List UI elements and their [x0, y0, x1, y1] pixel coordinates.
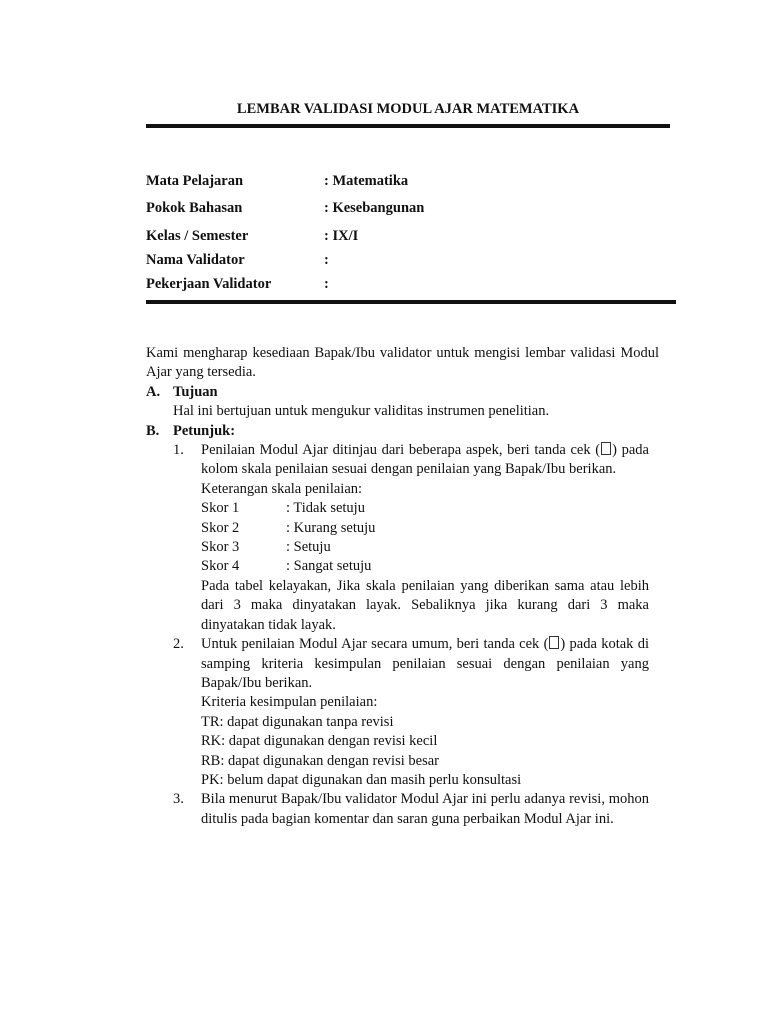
info-value: : Matematika [324, 173, 409, 189]
list-item-content [201, 441, 649, 635]
list-number: 2. [173, 636, 184, 653]
section-title: Petunjuk: [173, 422, 236, 439]
document-body [146, 344, 659, 829]
kriteria-line: TR: dapat digunakan tanpa revisi [201, 713, 394, 730]
list-number: 1. [173, 442, 184, 459]
section-letter: B. [146, 422, 160, 439]
top-rule [146, 124, 670, 128]
keterangan-label: Keterangan skala penilaian: [201, 480, 363, 497]
skor-row: Skor 4 : Sangat setuju [201, 558, 372, 575]
skor-row: Skor 2 : Kurang setuju [201, 519, 376, 536]
section-title: Tujuan [173, 383, 218, 400]
item-paragraph: Penilaian Modul Ajar ditinjau dari beberapa aspek, beri tanda cek ( ) pada kolom skala penilaian sesuai dengan penilaian yang Bapak/Ibu berikan. [201, 442, 649, 478]
list-item [173, 441, 659, 635]
list-item [173, 790, 659, 829]
item-paragraph: Bila menurut Bapak/Ibu validator Modul Ajar ini perlu adanya revisi, mohon ditulis pada bagian komentar dan saran guna perbaikan Modul Ajar ini. [201, 791, 649, 827]
list-number: 3. [173, 791, 184, 808]
section-a-text: Hal ini bertujuan untuk mengukur validitas instrumen penelitian. [173, 403, 550, 420]
kriteria-title: Kriteria kesimpulan penilaian: [201, 694, 378, 711]
checkmark-icon [601, 442, 611, 455]
info-label: Mata Pelajaran [146, 173, 244, 189]
bottom-rule [146, 300, 676, 304]
kriteria-line: RB: dapat digunakan dengan revisi besar [201, 752, 439, 769]
section-letter: A. [146, 383, 161, 400]
info-label: Nama Validator [146, 252, 245, 268]
intro-paragraph: Kami mengharap kesediaan Bapak/Ibu validator untuk mengisi lembar validasi Modul Ajar yang tersedia. [146, 345, 659, 381]
list-item [173, 635, 659, 790]
section-b-heading [146, 422, 659, 441]
kriteria-line: RK: dapat digunakan dengan revisi kecil [201, 733, 438, 750]
item-paragraph: Untuk penilaian Modul Ajar secara umum, beri tanda cek ( ) pada kotak di samping kriteria kesimpulan penilaian sesuai dengan penilaian yang Bapak/Ibu berikan. [201, 636, 649, 691]
info-value: : IX/I [324, 228, 359, 244]
section-a-heading [146, 383, 659, 402]
kriteria-line: PK: belum dapat digunakan dan masih perlu konsultasi [201, 771, 522, 788]
info-label: Pokok Bahasan [146, 200, 243, 216]
info-value: : [324, 252, 329, 268]
info-value: : Kesebangunan [324, 200, 425, 216]
list-item-content [201, 790, 649, 829]
info-label: Kelas / Semester [146, 228, 249, 244]
info-label: Pekerjaan Validator [146, 276, 272, 292]
skor-row: Skor 1 : Tidak setuju [201, 500, 365, 517]
document-title: LEMBAR VALIDASI MODUL AJAR MATEMATIKA [236, 101, 580, 117]
checkmark-icon [549, 636, 559, 649]
skor-row: Skor 3 : Setuju [201, 539, 331, 556]
info-value: : [324, 276, 329, 292]
list-item-content [201, 635, 649, 790]
kelayakan-paragraph: Pada tabel kelayakan, Jika skala penilaian yang diberikan sama atau lebih dari 3 maka dinyatakan layak. Sebaliknya jika kurang dari 3 maka dinyatakan tidak layak. [201, 577, 649, 633]
